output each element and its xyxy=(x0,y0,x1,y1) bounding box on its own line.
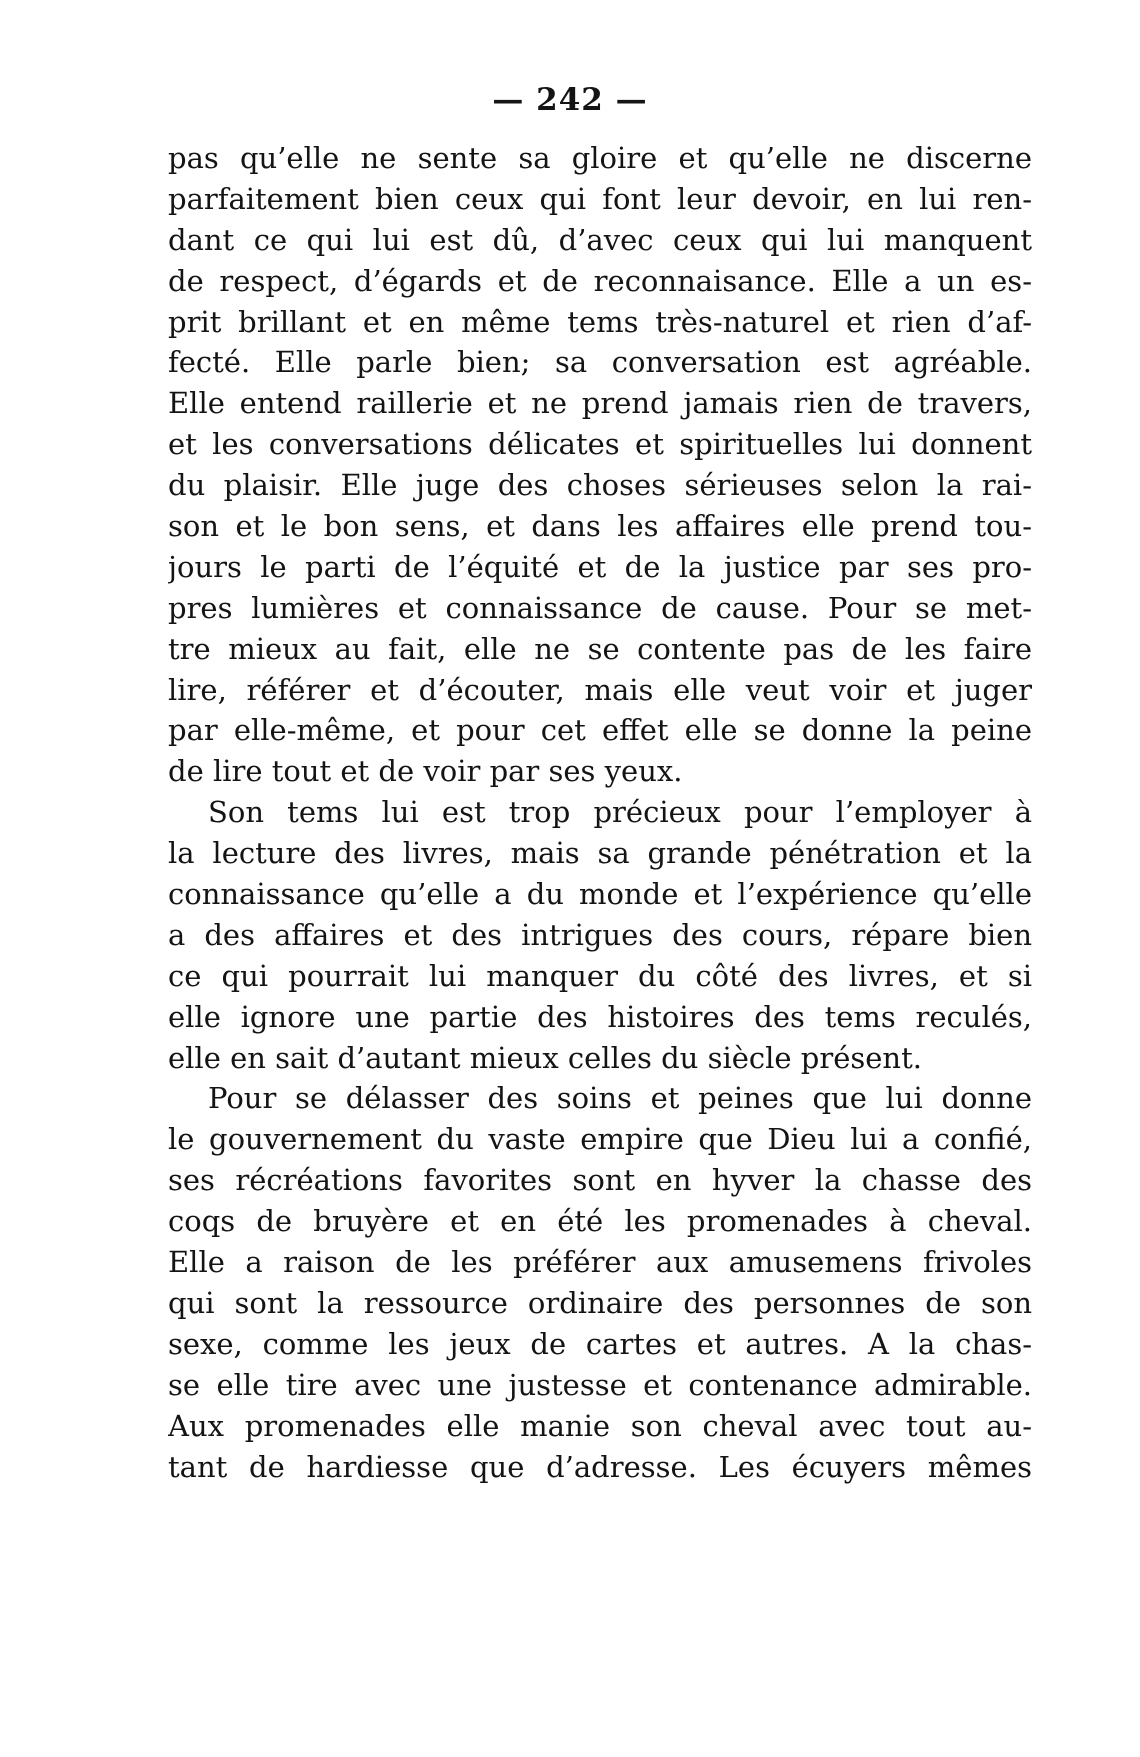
text-line: pas qu’elle ne sente sa gloire et qu’elle ne discerne xyxy=(168,141,1032,175)
text-line: ce qui pourrait lui manquer du côté des livres, et si xyxy=(168,958,1032,993)
text-line: jours le parti de l’équité et de la justice par ses pro- xyxy=(168,549,1032,584)
text-line: se elle tire avec une justesse et contenance admirable. xyxy=(168,1367,1032,1402)
text-line: la lecture des livres, mais sa grande pénétration et la xyxy=(168,836,1032,871)
text-line: coqs de bruyère et en été les promenades à cheval. xyxy=(168,1204,1032,1239)
text-line: lire, référer et d’écouter, mais elle veut voir et juger xyxy=(168,672,1032,707)
paragraph-start-line: Son tems lui est trop précieux pour l’employer à xyxy=(208,795,1032,830)
text-line: tant de hardiesse que d’adresse. Les écuyers mêmes xyxy=(168,1449,1032,1484)
text-line: Aux promenades elle manie son cheval avec tout au- xyxy=(168,1408,1032,1443)
body-text xyxy=(168,138,1032,1487)
text-line: Elle a raison de les préférer aux amusemens frivoles xyxy=(168,1245,1032,1280)
page-number: — 242 — xyxy=(492,82,648,118)
text-line: ses récréations favorites sont en hyver la chasse des xyxy=(168,1163,1032,1198)
text-line: connaissance qu’elle a du monde et l’expérience qu’elle xyxy=(168,877,1032,912)
text-line: tre mieux au fait, elle ne se contente pas de les faire xyxy=(168,631,1032,666)
paragraph-end-line: de lire tout et de voir par ses yeux. xyxy=(168,754,683,789)
text-line: a des affaires et des intrigues des cours, répare bien xyxy=(168,917,1032,952)
text-line: le gouvernement du vaste empire que Dieu lui a confié, xyxy=(168,1122,1032,1157)
text-line: son et le bon sens, et dans les affaires elle prend tou- xyxy=(168,509,1032,544)
text-line: Elle entend raillerie et ne prend jamais rien de travers, xyxy=(168,386,1032,421)
text-line: par elle-même, et pour cet effet elle se donne la peine xyxy=(168,713,1032,748)
paragraph-start-line: Pour se délasser des soins et peines que lui donne xyxy=(208,1081,1032,1116)
text-line: sexe, comme les jeux de cartes et autres. A la chas- xyxy=(168,1326,1032,1361)
text-line: de respect, d’égards et de reconnaisance. Elle a un es- xyxy=(168,263,1032,298)
text-line: du plaisir. Elle juge des choses sérieuses selon la rai- xyxy=(168,468,1032,503)
text-line: dant ce qui lui est dû, d’avec ceux qui lui manquent xyxy=(168,222,1032,257)
text-line: elle ignore une partie des histoires des tems reculés, xyxy=(168,999,1032,1034)
paragraph-end-line: elle en sait d’autant mieux celles du siècle présent. xyxy=(168,1040,922,1075)
text-line: et les conversations délicates et spirituelles lui donnent xyxy=(168,427,1032,462)
text-line: parfaitement bien ceux qui font leur devoir, en lui ren- xyxy=(168,181,1032,216)
text-line: pres lumières et connaissance de cause. Pour se met- xyxy=(168,590,1032,625)
text-line: fecté. Elle parle bien; sa conversation est agréable. xyxy=(168,345,1032,380)
text-line: prit brillant et en même tems très-naturel et rien d’af- xyxy=(168,304,1032,339)
text-line: qui sont la ressource ordinaire des personnes de son xyxy=(168,1285,1032,1320)
